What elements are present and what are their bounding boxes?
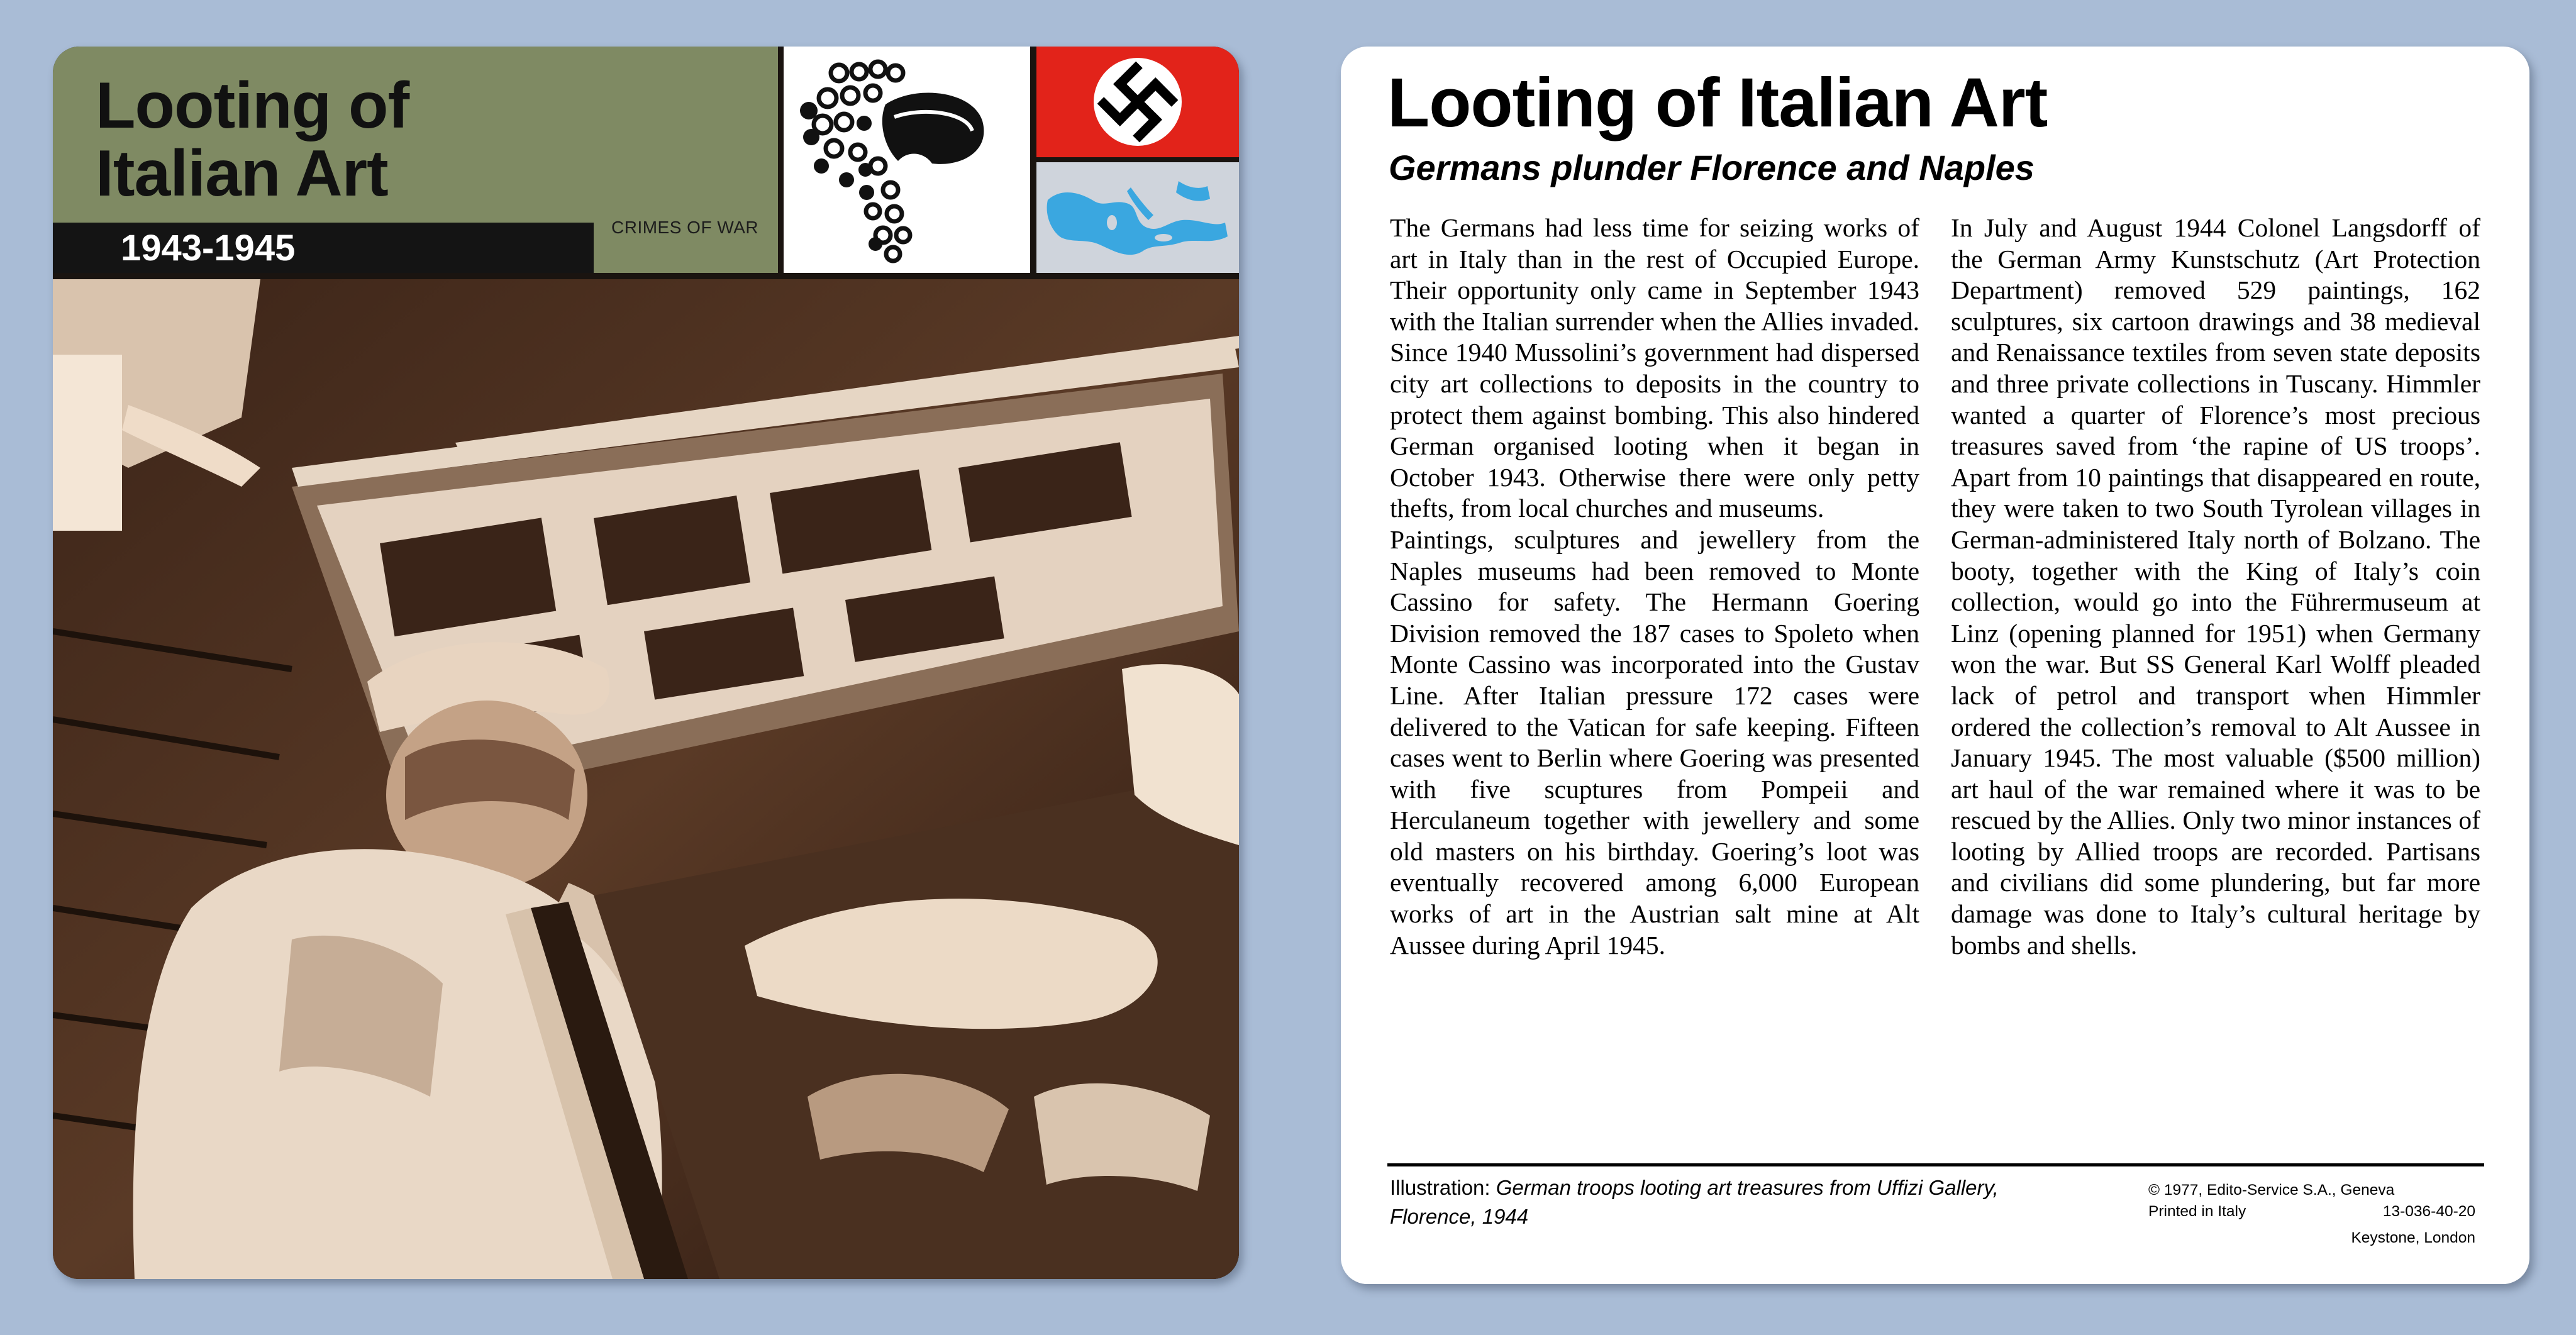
body-column-right [1951,213,2480,961]
body-paragraph: In July and August 1944 Colonel Langsdorff of the German Army Kunstschutz (Art Protection Department) removed 529 paintings, 162 sculptures, six cartoon drawings and 38 medieval and Renaissance textiles from seven state deposits and three private collections in Tuscany. Himmler wanted a quarter of Florence’s most precious treasures saved from ‘the rapine of US troops’. Apart from 10 paintings that disappeared en route, they were taken to two South Tyrolean villages in German-administered Italy north of Bolzano. The booty, together with the King of Italy’s coin collection, would go into the Führermuseum at Linz (opening planned for 1951) when Germany won the war. But SS General Karl Wolff pleaded lack of petrol and transport when Himmler ordered the collection’s removal to Alt Aussee in January 1945. The most valuable ($500 million) art haul of the war remained where it was to be rescued by the Allies. Only two minor instances of looting by Allied troops are recorded. Partisans and civilians did some plundering, but far more damage was done to Italy’s cultural heritage by bombs and shells. [1951,213,2480,960]
copyright-line: © 1977, Edito-Service S.A., Geneva [2148,1182,2395,1199]
illustration-caption [1390,1173,2063,1231]
card-code: 13-036-40-20 [2382,1203,2475,1220]
front-title [96,69,409,210]
front-header [53,47,778,273]
front-title-line1: Looting of [96,69,409,142]
divider [1387,1163,2484,1166]
back-card [1341,47,2529,1284]
body-paragraph: The Germans had less time for seizing works of art in Italy than in the rest of Occupied Europe. Their opportunity only came in September 1943 with the Italian surrender when the Allies invaded. Since 1940 Mussolini’s government had dispersed city art collections to deposits in the country to protect them against bombing. This also hindered German organised looting when it began in October 1943. Otherwise there were only petty thefts, from local churches and museums. [1390,213,1919,523]
body-column-left [1390,213,1919,961]
year-bar [53,223,594,273]
dotted-hand-icon [784,47,1030,273]
mediterranean-map-icon [1036,162,1239,273]
swastika-flag-icon [1036,47,1239,157]
print-row [2148,1201,2475,1222]
body-paragraph: Paintings, sculptures and jewellery from the Naples museums had been removed to Monte Cassino for safety. The Hermann Goering Division removed the 187 cases to Spoleto when Monte Cassino was incorporated into the Gustav Line. After Italian pressure 172 cases were delivered to the Vatican for safe keeping. Fifteen cases went to Berlin where Goering was presented with five scuptures from Pompeii and Herculaneum together with jewellery and some old masters on his birthday. Goering’s loot was eventually recovered among 6,000 European works of art in the Austrian salt mine at Alt Aussee during April 1945. [1390,524,1919,960]
photo-credit: Keystone, London [2351,1229,2475,1246]
back-title: Looting of Italian Art [1387,64,2048,141]
publisher-info [2148,1180,2475,1222]
front-photo [53,279,1239,1279]
front-title-line2: Italian Art [96,137,388,210]
caption-text: German troops looting art treasures from Uffizi Gallery, Florence, 1944 [1390,1176,1999,1228]
years-label: 1943-1945 [121,228,296,269]
category-label: CRIMES OF WAR [611,218,759,237]
caption-label: Illustration: [1390,1176,1491,1199]
back-subtitle: Germans plunder Florence and Naples [1389,148,2035,187]
printed-in: Printed in Italy [2148,1203,2246,1220]
front-card [53,47,1239,1279]
